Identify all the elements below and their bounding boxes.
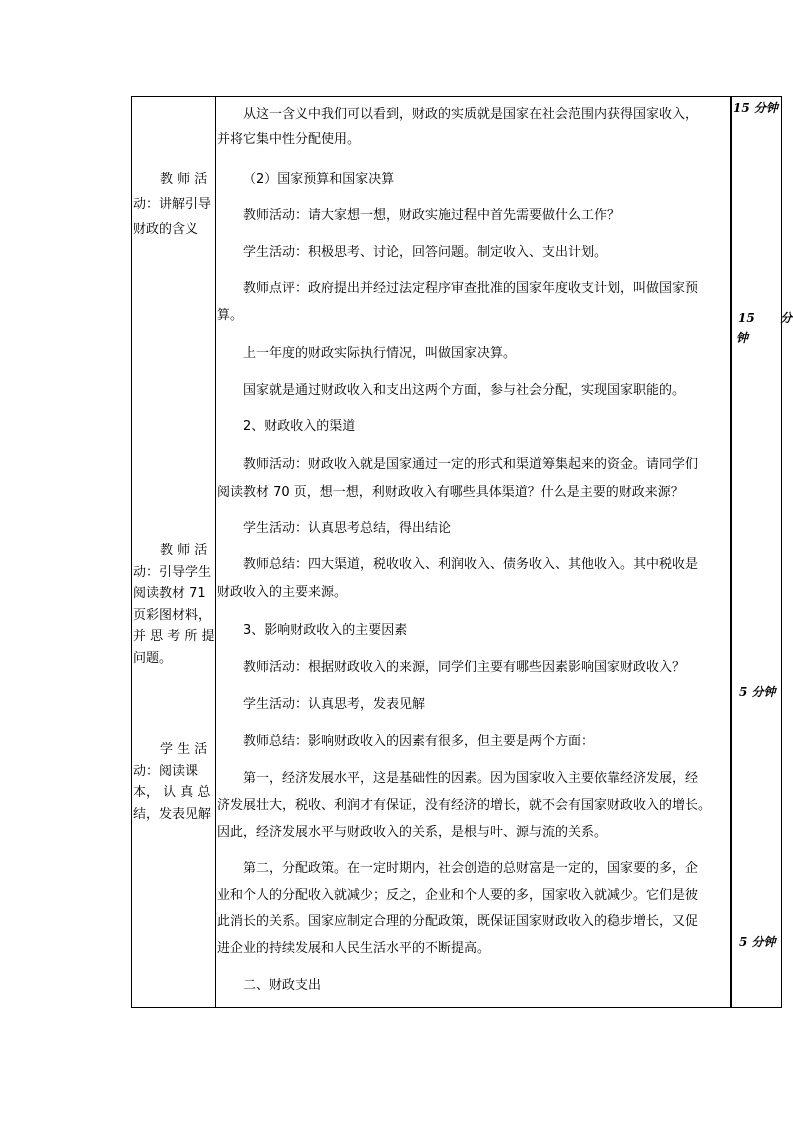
paragraph-line: 并将它集中性分配使用。 [217, 132, 361, 147]
time-unit-tail: 钟 [736, 331, 749, 345]
paragraph-line: 从这一含义中我们可以看到，财政的实质就是国家在社会范围内获得国家收入， [243, 107, 699, 122]
note-line: 学 生 活 [160, 742, 208, 757]
paragraph-line: 学生活动：认真思考总结，得出结论 [243, 521, 452, 536]
paragraph-line: 教师点评：政府提出并经过法定程序审查批准的国家年度收支计划，叫做国家预 [243, 281, 699, 296]
column-divider-left [215, 96, 216, 1008]
paragraph-line: 济发展壮大，税收、利润才有保证，没有经济的增长，就不会有国家财政收入的增长。 [217, 798, 712, 813]
note-line: 动：讲解引导 [133, 197, 212, 212]
note-line: 动：引导学生 [133, 565, 212, 580]
paragraph-line: 教师活动：根据财政收入的来源，同学们主要有哪些因素影响国家财政收入？ [243, 660, 686, 675]
time-unit: 分 [779, 311, 792, 325]
paragraph-line: 因此，经济发展水平与财政收入的关系，是根与叶、源与流的关系。 [217, 825, 608, 840]
note-line: 财政的含义 [133, 222, 199, 237]
paragraph-line: 进企业的持续发展和人民生活水平的不断提高。 [217, 941, 491, 956]
note-line: 教 师 活 [160, 543, 208, 558]
time-number: 15 [738, 311, 755, 325]
note-line: 问题。 [133, 651, 173, 666]
paragraph-line: 财政收入的主要来源。 [217, 585, 348, 600]
section-heading: （2）国家预算和国家决算 [243, 172, 395, 187]
paragraph-line: 第二，分配政策。在一定时期内，社会创造的总财富是一定的，国家要的多，企 [243, 861, 699, 876]
note-line: 结，发表见解 [133, 807, 212, 822]
note-line: 教 师 活 [160, 172, 208, 187]
paragraph-line: 第一，经济发展水平，这是基础性的因素。因为国家收入主要依靠经济发展，经 [243, 771, 699, 786]
note-line: 并 思 考 所 提 [133, 629, 215, 644]
section-heading: 2、财政收入的渠道 [243, 419, 356, 434]
paragraph-line: 国家就是通过财政收入和支出这两个方面，参与社会分配，实现国家职能的。 [243, 383, 686, 398]
time-label: 5 分钟 [739, 685, 776, 699]
paragraph-line: 上一年度的财政实际执行情况，叫做国家决算。 [243, 346, 517, 361]
time-label: 15 分钟 [733, 101, 778, 115]
paragraph-line: 此消长的关系。国家应制定合理的分配政策，既保证国家财政收入的稳步增长，又促 [217, 914, 699, 929]
time-label-split [738, 310, 792, 326]
note-line: 动：阅读课 [133, 764, 199, 779]
paragraph-line: 学生活动：认真思考，发表见解 [243, 697, 426, 712]
time-label: 5 分钟 [739, 935, 776, 949]
paragraph-line: 学生活动：积极思考、讨论，回答问题。制定收入、支出计划。 [243, 245, 608, 260]
paragraph-line: 教师活动：财政收入就是国家通过一定的形式和渠道筹集起来的资金。请同学们 [243, 457, 699, 472]
note-line: 本， 认 真 总 [133, 785, 211, 800]
paragraph-line: 阅读教材 70 页，想一想，利财政收入有哪些具体渠道？什么是主要的财政来源？ [217, 485, 684, 500]
section-heading: 3、影响财政收入的主要因素 [243, 623, 408, 638]
note-line: 页彩图材料， [133, 608, 212, 623]
paragraph-line: 教师总结：影响财政收入的因素有很多，但主要是两个方面： [243, 734, 595, 749]
paragraph-line: 业和个人的分配收入就减少；反之，企业和个人要的多，国家收入就减少。它们是彼 [217, 888, 699, 903]
note-line: 阅读教材 71 [133, 586, 206, 601]
paragraph-line: 教师活动：请大家想一想，财政实施过程中首先需要做什么工作？ [243, 208, 621, 223]
section-heading: 二、财政支出 [243, 978, 322, 993]
column-divider-right [730, 96, 732, 1008]
paragraph-line: 教师总结：四大渠道，税收收入、利润收入、债务收入、其他收入。其中税收是 [243, 557, 699, 572]
paragraph-line: 算。 [217, 308, 244, 323]
